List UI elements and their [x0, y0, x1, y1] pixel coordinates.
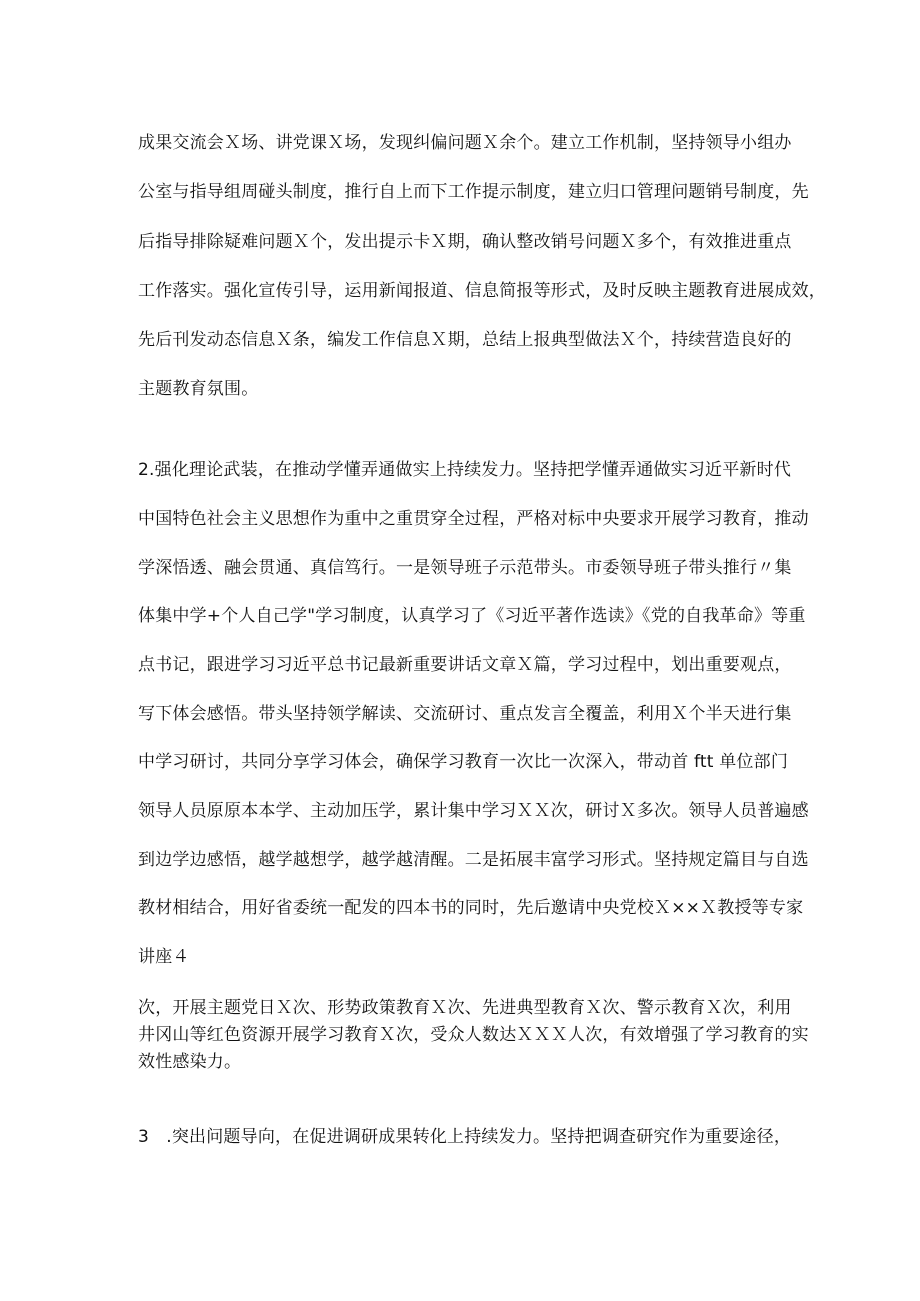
text-line: 主题教育氛围。	[138, 379, 259, 399]
text-line: 井冈山等红色资源开展学习教育Ｘ次，受众人数达ＸＸＸ人次，有效增强了学习教育的实	[138, 1025, 809, 1045]
text-line: 效性感染力。	[138, 1052, 242, 1072]
text-line: 次，开展主题党日Ｘ次、形势政策教育Ｘ次、先进典型教育Ｘ次、警示教育Ｘ次，利用	[138, 998, 792, 1018]
text-line: 领导人员原原本本学、主动加压学，累计集中学习ＸＸ次，研讨Ｘ多次。领导人员普遍感	[138, 801, 809, 821]
text-line: 公室与指导组周碰头制度，推行自上而下工作提示制度，建立归口管理问题销号制度，先	[138, 182, 809, 202]
text-line: 讲座４	[138, 947, 190, 967]
text-line: 中学习研讨，共同分享学习体会，确保学习教育一次比一次深入，带动首 ftt 单位部门	[138, 752, 789, 772]
text-line: 成果交流会Ｘ场、讲党课Ｘ场，发现纠偏问题Ｘ余个。建立工作机制，坚持领导小组办	[138, 133, 792, 153]
text-line: 中国特色社会主义思想作为重中之重贯穿全过程，严格对标中央要求开展学习教育，推动	[138, 509, 809, 529]
text-line: 后指导排除疑难问题Ｘ个，发出提示卡Ｘ期，确认整改销号问题Ｘ多个，有效推进重点	[138, 232, 792, 252]
text-line: 到边学边感悟，越学越想学，越学越清醒。二是拓展丰富学习形式。坚持规定篇目与自选	[138, 850, 809, 870]
text-line: 写下体会感悟。带头坚持领学解读、交流研讨、重点发言全覆盖，利用Ｘ个半天进行集	[138, 704, 792, 724]
text-line: 点书记，跟进学习习近平总书记最新重要讲话文章Ｘ篇，学习过程中，划出重要观点，	[138, 655, 792, 675]
text-line: 学深悟透、融会贯通、真信笃行。一是领导班子示范带头。市委领导班子带头推行〃集	[138, 558, 792, 578]
text-line: 先后刊发动态信息Ｘ条，编发工作信息Ｘ期，总结上报典型做法Ｘ个，持续营造良好的	[138, 330, 792, 350]
text-line: 工作落实。强化宣传引导，运用新闻报道、信息简报等形式，及时反映主题教育进展成效，	[138, 281, 826, 301]
text-line: 体集中学+个人自己学"学习制度，认真学习了《习近平著作选读》《党的自我革命》等重	[138, 606, 806, 626]
section-heading-line: 3 .突出问题导向，在促进调研成果转化上持续发力。坚持把调查研究作为重要途径，	[138, 1127, 792, 1147]
section-heading-line: 2.强化理论武装，在推动学懂弄通做实上持续发力。坚持把学懂弄通做实习近平新时代	[138, 460, 792, 480]
text-line: 教材相结合，用好省委统一配发的四本书的同时，先后邀请中央党校Ｘ××Ｘ教授等专家	[138, 898, 804, 918]
